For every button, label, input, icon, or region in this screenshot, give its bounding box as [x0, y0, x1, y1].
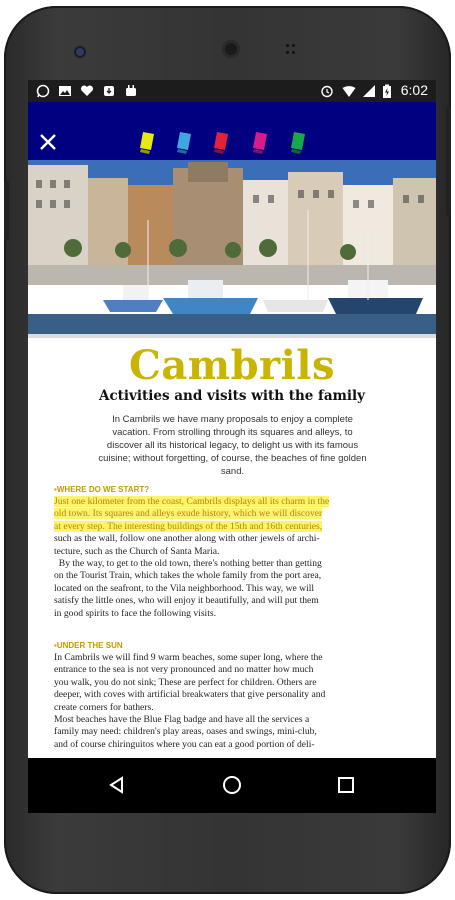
screen — [28, 80, 436, 813]
text-line: located on the seafront, to the Vila neighborhood. This way, we will — [54, 582, 315, 594]
marker-icon — [214, 132, 228, 154]
battery-icon — [380, 84, 394, 98]
wifi-icon — [342, 84, 356, 98]
marker-icon — [140, 132, 154, 154]
back-icon — [108, 776, 126, 794]
home-button[interactable] — [219, 772, 245, 798]
text-line: In Cambrils we will find 9 warm beaches, some super long, where the — [54, 652, 323, 663]
intro-line: In Cambrils we have many proposals to enjoy a complete — [112, 414, 353, 425]
highlighter-green-button[interactable] — [291, 132, 305, 154]
text-line: tecture, such as the Church of Santa Maria. — [54, 545, 220, 557]
heart-icon — [80, 84, 94, 98]
text-line: you walk, you do not sink; These are perfect for children. Others are — [54, 676, 317, 688]
text-line: deeper, with coves with artificial breakwaters that give personality and — [54, 689, 326, 701]
annotation-toolbar — [28, 102, 436, 160]
navigation-bar — [28, 758, 436, 813]
harbour-photo — [28, 160, 436, 338]
highlighter-red-button[interactable] — [214, 132, 228, 154]
highlighter-blue-button[interactable] — [177, 132, 191, 154]
power-button — [446, 106, 451, 216]
android-icon — [124, 84, 138, 98]
marker-icon — [177, 132, 191, 154]
whatsapp-icon — [36, 84, 50, 98]
highlighted-text[interactable]: at every step. The interesting buildings of the 15th and 16th centuries, — [54, 520, 323, 532]
speaker-grille — [154, 40, 294, 60]
text-line: such as the wall, follow one another along with other jewels of archi- — [54, 533, 320, 545]
front-camera — [76, 48, 84, 56]
text-line: in good spirits to face the following visits. — [54, 607, 217, 619]
text-line: Most beaches have the Blue Flag badge and have all the services a — [54, 714, 310, 726]
close-icon — [38, 132, 58, 152]
article-page — [28, 338, 436, 758]
intro-line: cuisine; without forgetting, of course, the beaches of fine golden — [98, 453, 367, 464]
back-button[interactable] — [104, 772, 130, 798]
text-line: satisfy the little ones, who will enjoy it beautifully, and will put them — [54, 595, 319, 607]
section-heading: ▪WHERE DO WE START? — [54, 485, 150, 494]
phone-frame — [4, 6, 451, 894]
marker-icon — [291, 132, 305, 154]
section-body[interactable] — [54, 652, 408, 751]
close-button[interactable] — [38, 132, 58, 152]
highlighted-text[interactable]: old town. Its squares and alleys exude history, which we will discover — [54, 508, 323, 520]
text-line: By the way, to get to the old town, there's nothing better than getting — [54, 558, 322, 570]
article-intro — [90, 413, 375, 478]
highlighter-yellow-button[interactable] — [140, 132, 154, 154]
text-line: family may need: children's play areas, oases and swings, mini-club, — [54, 726, 317, 738]
article-title: Cambrils — [128, 342, 336, 389]
status-time: 6:02 — [400, 82, 428, 98]
section-body[interactable] — [54, 496, 408, 620]
intro-line: discover all its historical legacy, to delight us with its famous — [106, 440, 359, 451]
text-line: on the Tourist Train, which takes the whole family from the port area, — [54, 570, 322, 582]
home-icon — [222, 775, 242, 795]
intro-line: vacation. From strolling through its squares and alleys, to — [112, 427, 353, 438]
section-heading: ▪UNDER THE SUN — [54, 641, 123, 650]
highlighter-pink-button[interactable] — [253, 132, 267, 154]
image-icon — [58, 84, 72, 98]
marker-icon — [253, 132, 267, 154]
text-line: entrance to the sea is not very pronounced and no matter how much — [54, 664, 314, 676]
signal-icon — [362, 84, 376, 98]
text-line: create corners for bathers. — [54, 701, 154, 713]
text-line: and of course chiringuitos where you can eat a good portion of deli- — [54, 738, 315, 750]
intro-line: sand. — [220, 466, 245, 477]
recents-button[interactable] — [333, 772, 359, 798]
article-subtitle: Activities and visits with the family — [98, 388, 365, 404]
volume-button — [4, 181, 9, 241]
recents-icon — [337, 776, 355, 794]
alarm-icon — [320, 84, 334, 98]
status-bar — [28, 80, 436, 102]
download-icon — [102, 84, 116, 98]
highlighted-text[interactable]: Just one kilometer from the coast, Cambrils displays all its charm in the — [54, 496, 330, 507]
